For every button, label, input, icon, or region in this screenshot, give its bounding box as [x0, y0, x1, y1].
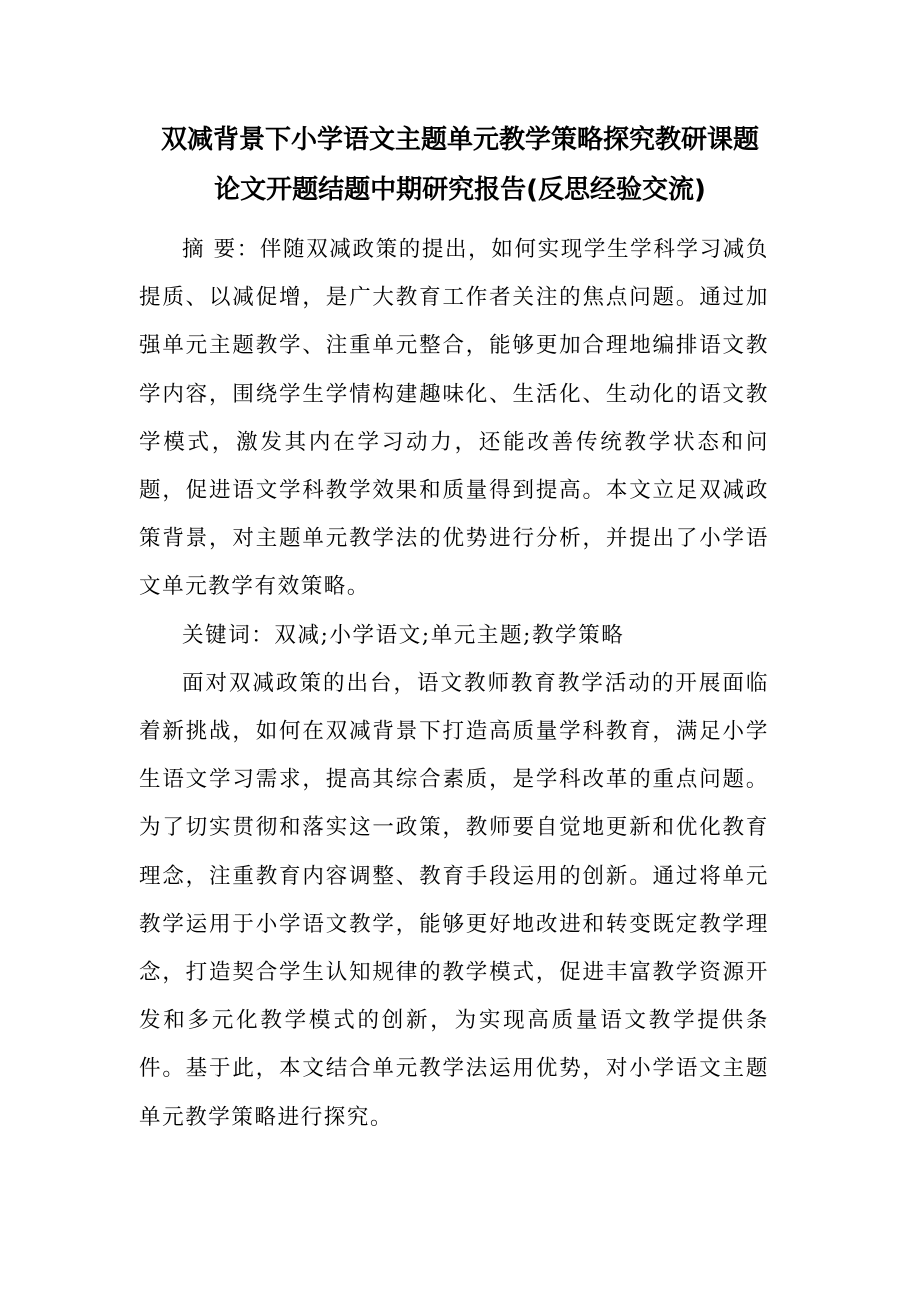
abstract-paragraph: [139, 226, 769, 612]
title-line-1: 双减背景下小学语文主题单元教学策略探究教研课题: [160, 125, 759, 155]
keywords-text: 双减;小学语文;单元主题;教学策略: [274, 622, 625, 648]
document-title: [110, 115, 810, 215]
abstract-label: 摘 要：: [182, 237, 260, 262]
keywords-paragraph: [139, 612, 769, 660]
document-body: [139, 226, 769, 1142]
title-line-2: 论文开题结题中期研究报告(反思经验交流): [214, 175, 706, 205]
intro-paragraph: 面对双减政策的出台，语文教师教育教学活动的开展面临着新挑战，如何在双减背景下打造高质量学科教育，满足小学生语文学习需求，提高其综合素质，是学科改革的重点问题。为了切实贯彻和落实这一政策，教师要自觉地更新和优化教育理念，注重教育内容调整、教育手段运用的创新。通过将单元教学运用于小学语文教学，能够更好地改进和转变既定教学理念，打造契合学生认知规律的教学模式，促进丰富教学资源开发和多元化教学模式的创新，为实现高质量语文教学提供条件。基于此，本文结合单元教学法运用优势，对小学语文主题单元教学策略进行探究。: [139, 670, 769, 1130]
abstract-text: 伴随双减政策的提出，如何实现学生学科学习减负提质、以减促增，是广大教育工作者关注的焦点问题。通过加强单元主题教学、注重单元整合，能够更加合理地编排语文教学内容，围绕学生学情构建趣味化、生活化、生动化的语文教学模式，激发其内在学习动力，还能改善传统教学状态和问题，促进语文学科教学效果和质量得到提高。本文立足双减政策背景，对主题单元教学法的优势进行分析，并提出了小学语文单元教学有效策略。: [139, 237, 769, 600]
keywords-label: 关键词：: [182, 622, 275, 648]
